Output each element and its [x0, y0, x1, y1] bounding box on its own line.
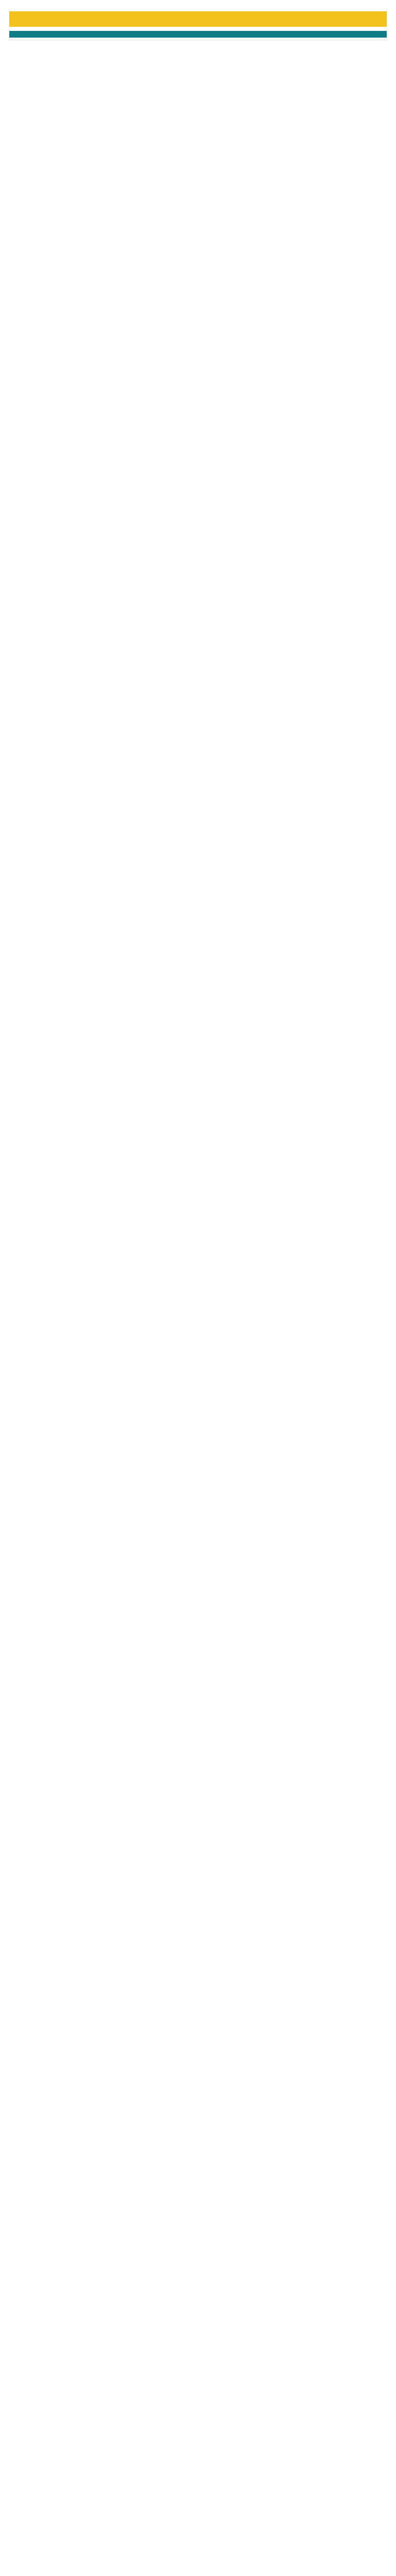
staff-directory-page	[0, 0, 396, 53]
staff-name	[9, 40, 138, 45]
group-heading	[9, 31, 387, 38]
staff-email-link[interactable]	[273, 40, 387, 45]
staff-role	[138, 40, 274, 45]
staff-table-body	[9, 40, 387, 45]
section-heading	[9, 11, 387, 27]
table-row	[9, 40, 387, 45]
staff-table	[9, 39, 387, 45]
